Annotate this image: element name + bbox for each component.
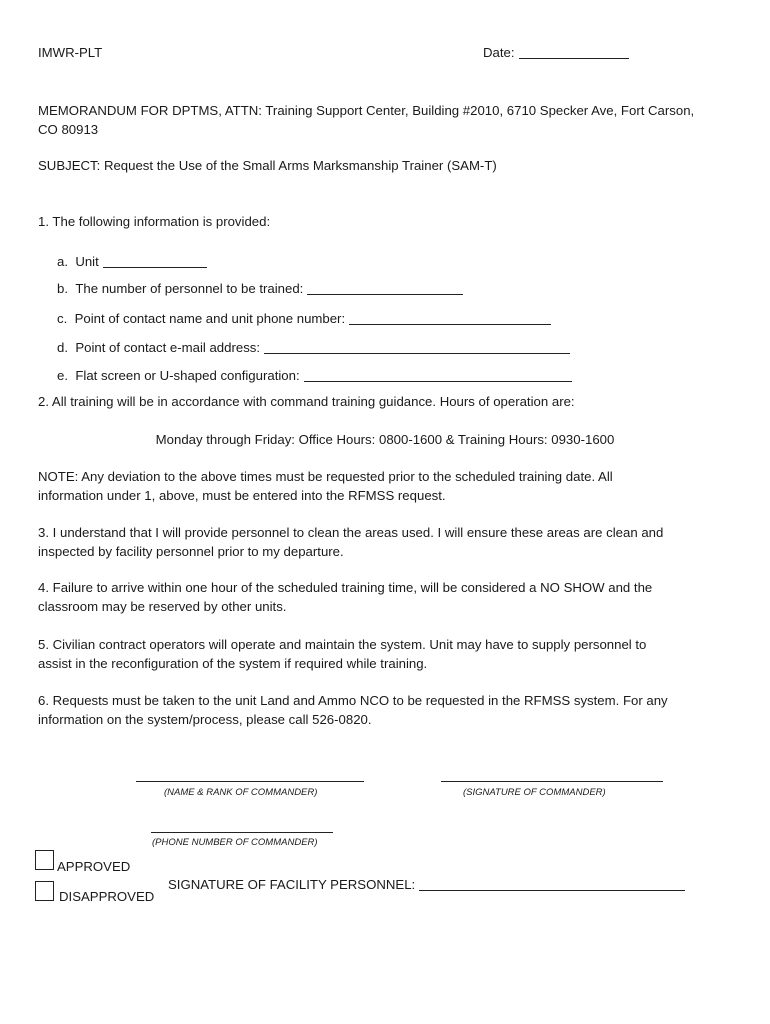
date-label: Date: xyxy=(483,45,515,60)
item-label: Unit xyxy=(75,254,99,269)
facility-signature-label: SIGNATURE OF FACILITY PERSONNEL: xyxy=(168,877,416,892)
para1-intro: 1. The following information is provided: xyxy=(38,214,271,229)
date-field[interactable] xyxy=(483,45,629,60)
para2-text: 2. All training will be in accordance with command training guidance. Hours of operation are: xyxy=(38,394,575,409)
poc-phone-input-line[interactable] xyxy=(349,323,551,325)
item-prefix: c. xyxy=(57,311,68,326)
item-label: The number of personnel to be trained: xyxy=(75,281,304,296)
item-label: Flat screen or U-shaped configuration: xyxy=(75,368,300,383)
approved-label: APPROVED xyxy=(57,859,131,874)
commander-signature-caption: (SIGNATURE OF COMMANDER) xyxy=(463,787,606,798)
facility-signature-line[interactable] xyxy=(419,889,685,891)
personnel-input-line[interactable] xyxy=(307,293,463,295)
item-prefix: b. xyxy=(57,281,68,296)
phone-signature-line[interactable] xyxy=(151,832,333,833)
para6-line1: 6. Requests must be taken to the unit Land and Ammo NCO to be requested in the RFMSS system. For any xyxy=(38,693,668,708)
item-prefix: d. xyxy=(57,340,68,355)
note-line1: NOTE: Any deviation to the above times must be requested prior to the scheduled training date. All xyxy=(38,469,613,484)
memo-address-line2: CO 80913 xyxy=(38,122,99,137)
item-poc-phone[interactable] xyxy=(57,311,551,326)
para5-line2: assist in the reconfiguration of the system if required while training. xyxy=(38,656,428,671)
facility-signature-field[interactable] xyxy=(168,877,685,892)
item-unit[interactable] xyxy=(57,254,207,269)
item-poc-email[interactable] xyxy=(57,340,570,355)
item-label: Point of contact e-mail address: xyxy=(75,340,261,355)
approved-checkbox[interactable] xyxy=(35,850,54,870)
date-input-line[interactable] xyxy=(519,57,629,59)
item-prefix: e. xyxy=(57,368,68,383)
item-personnel-count[interactable] xyxy=(57,281,463,296)
commander-signature-line[interactable] xyxy=(441,781,663,782)
note-line2: information under 1, above, must be entered into the RFMSS request. xyxy=(38,488,446,503)
name-rank-signature-line[interactable] xyxy=(136,781,364,782)
para4-line1: 4. Failure to arrive within one hour of the scheduled training time, will be considered a NO SHOW and the xyxy=(38,580,653,595)
hours-of-operation: Monday through Friday: Office Hours: 0800-1600 & Training Hours: 0930-1600 xyxy=(155,432,615,447)
para3-line1: 3. I understand that I will provide personnel to clean the areas used. I will ensure these areas are clean and xyxy=(38,525,664,540)
item-label: Point of contact name and unit phone number: xyxy=(74,311,346,326)
memo-subject: SUBJECT: Request the Use of the Small Arms Marksmanship Trainer (SAM-T) xyxy=(38,158,497,173)
unit-input-line[interactable] xyxy=(103,266,207,268)
name-rank-caption: (NAME & RANK OF COMMANDER) xyxy=(164,787,318,798)
para4-line2: classroom may be reserved by other units. xyxy=(38,599,287,614)
disapproved-label: DISAPPROVED xyxy=(59,889,155,904)
item-configuration[interactable] xyxy=(57,368,572,383)
para5-line1: 5. Civilian contract operators will operate and maintain the system. Unit may have to supply personnel to xyxy=(38,637,647,652)
disapproved-checkbox[interactable] xyxy=(35,881,54,901)
phone-caption: (PHONE NUMBER OF COMMANDER) xyxy=(152,837,318,848)
memo-address-line1: MEMORANDUM FOR DPTMS, ATTN: Training Support Center, Building #2010, 6710 Specker Ave, Fort Carson, xyxy=(38,103,695,118)
poc-email-input-line[interactable] xyxy=(264,352,570,354)
para6-line2: information on the system/process, please call 526-0820. xyxy=(38,712,372,727)
configuration-input-line[interactable] xyxy=(304,380,572,382)
office-symbol: IMWR-PLT xyxy=(38,45,103,60)
item-prefix: a. xyxy=(57,254,68,269)
para3-line2: inspected by facility personnel prior to my departure. xyxy=(38,544,344,559)
